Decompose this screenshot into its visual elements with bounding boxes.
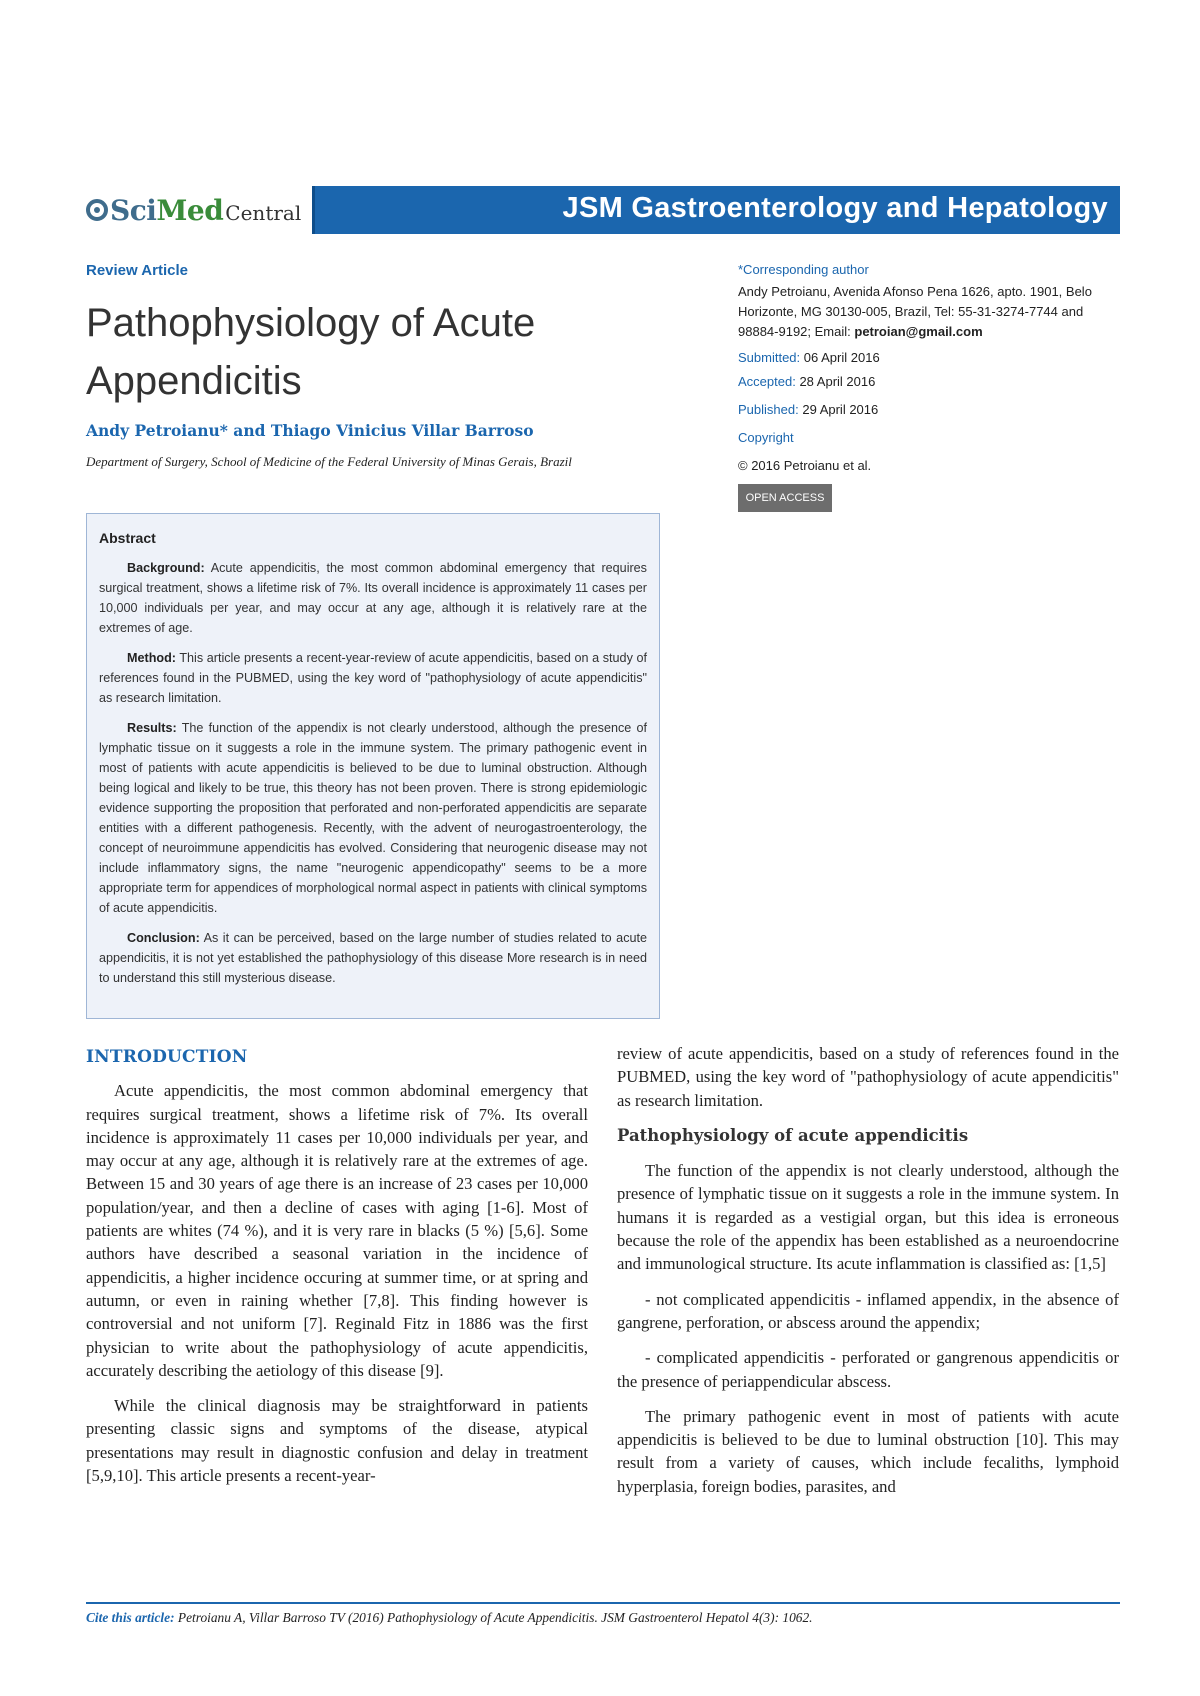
classification-item-complicated: - complicated appendicitis - perforated or gangrenous appendicitis or the presence of periappendicular abscess. xyxy=(617,1348,1119,1391)
intro-paragraph-1: Acute appendicitis, the most common abdominal emergency that requires surgical treatment, shows a lifetime risk of 7%. Its overall incidence is approximately 11 cases per 10,000 individuals per year, and may occur at any age, although it is relatively rare at the extremes of age. Between 15 and 30 years of age there is an increase of 23 cases per 10,000 population/year, and then a decline of cases with aging [1-6]. Most of patients are whites (74 %), and it is very rare in blacks (5 %) [5,6]. Some authors have described a seasonal variation in the incidence of appendicitis, a higher incidence occuring at summer time, or at spring and autumn, or even in raining whether [7,8]. This finding however is controversial and not uniform [7]. Reginald Fitz in 1886 was the first physician to write about the pathophysiology of acute appendicitis, accurately describing the aetiology of this disease [9]. xyxy=(86,1081,588,1380)
conclusion-text: As it can be perceived, based on the large number of studies related to acute appendicitis, it is not yet established the pathophysiology of this disease More research is in need to understand this still mysterious disease. xyxy=(99,931,647,985)
cite-text: Petroianu A, Villar Barroso TV (2016) Pathophysiology of Acute Appendicitis. JSM Gastroenterol Hepatol 4(3): 1062. xyxy=(177,1610,813,1625)
method-text: This article presents a recent-year-review of acute appendicitis, based on a study of references found in the PUBMED, using the key word of "pathophysiology of acute appendicitis" as research limitation. xyxy=(99,651,647,705)
journal-title-bar xyxy=(312,186,1120,234)
body-left-column xyxy=(86,1046,588,1499)
intro-paragraph-continued: review of acute appendicitis, based on a study of references found in the PUBMED, using the key word of "pathophysiology of acute appendicitis" as research limitation. xyxy=(617,1044,1119,1110)
corresponding-author-details xyxy=(738,282,1118,342)
cite-label: Cite this article: xyxy=(86,1610,175,1625)
classification-item-not-complicated: - not complicated appendicitis - inflamed appendix, in the absence of gangrene, perforation, or abscess around the appendix; xyxy=(617,1289,1119,1332)
abstract-results xyxy=(99,718,647,918)
article-type: Review Article xyxy=(86,262,188,279)
abstract-background xyxy=(99,558,647,638)
abstract-heading: Abstract xyxy=(99,530,156,546)
footer-divider xyxy=(86,1602,1120,1604)
abstract-method xyxy=(99,648,647,708)
results-label: Results: xyxy=(127,721,177,735)
logo-med-text: Med xyxy=(156,193,224,227)
accepted-value: 28 April 2016 xyxy=(799,374,876,389)
scimed-logo[interactable] xyxy=(86,186,316,234)
pathophysiology-paragraph-1: The function of the appendix is not clearly understood, although the presence of lymphatic tissue on it suggests a role in the immune system. In humans it is regarded as a vestigial organ, but this idea is erroneous because the role of the appendix has been established as a neuroendocrine and immunological structure. Its acute inflammation is classified as: [1,5] xyxy=(617,1161,1119,1274)
corresponding-author-email[interactable]: petroian@gmail.com xyxy=(854,324,983,339)
copyright-text: © 2016 Petroianu et al. xyxy=(738,458,872,473)
open-access-badge: OPEN ACCESS xyxy=(738,484,832,512)
journal-title: JSM Gastroenterology and Hepatology xyxy=(562,192,1108,224)
published-value: 29 April 2016 xyxy=(802,402,879,417)
logo-sci-text: Sci xyxy=(110,193,157,227)
background-label: Background: xyxy=(127,561,205,575)
abstract-box xyxy=(86,513,660,1019)
article-title: Pathophysiology of Acute Appendicitis xyxy=(86,301,536,403)
pathophysiology-paragraph-2: The primary pathogenic event in most of patients with acute appendicitis is believed to be due to luminal obstruction [10]. This may result from a variety of causes, which include fecaliths, lymphoid hyperplasia, foreign bodies, parasites, and xyxy=(617,1406,1119,1496)
background-text: Acute appendicitis, the most common abdominal emergency that requires surgical treatment, shows a lifetime risk of 7%. Its overall incidence is approximately 11 cases per 10,000 individuals per year, and may occur at any age, although it is relatively rare at the extremes of age. xyxy=(99,561,647,635)
journal-header xyxy=(86,186,1120,234)
introduction-heading: INTRODUCTION xyxy=(86,1047,248,1067)
pathophysiology-heading: Pathophysiology of acute appendicitis xyxy=(617,1125,969,1145)
submitted-date xyxy=(738,350,880,365)
accepted-label: Accepted: xyxy=(738,374,796,389)
published-date xyxy=(738,402,878,417)
article-authors: Andy Petroianu* and Thiago Vinicius Villar Barroso xyxy=(86,421,534,440)
accepted-date xyxy=(738,374,875,389)
body-right-column xyxy=(617,1042,1119,1510)
copyright-label: Copyright xyxy=(738,430,794,445)
author-affiliation: Department of Surgery, School of Medicine of the Federal University of Minas Gerais, Brazil xyxy=(86,454,572,469)
submitted-value: 06 April 2016 xyxy=(803,350,880,365)
results-text: The function of the appendix is not clearly understood, although the presence of lymphatic tissue on it suggests a role in the immune system. The primary pathogenic event in most of patients with acute appendicitis is believed to be due to luminal obstruction. Although being logical and likely to be true, this theory has not been proven. There is strong epidemiologic evidence supporting the proposition that perforated and non-perforated appendicitis are separate entities with a different pathogenesis. Recently, with the advent of neurogastroenterology, the concept of neuroimmune appendicitis has evolved. Considering that neurogenic disease may not include inflammatory signs, the name "neurogenic appendicopathy" seems to be a more appropriate term for appendices of morphological normal aspect in patients with clinical symptoms of acute appendicitis. xyxy=(99,721,647,915)
corresponding-author-address: Andy Petroianu, Avenida Afonso Pena 1626, apto. 1901, Belo Horizonte, MG 30130-005, Brazil, Tel: 55-31-3274-7744 and 98884-9192; Email: xyxy=(738,284,1092,339)
published-label: Published: xyxy=(738,402,799,417)
submitted-label: Submitted: xyxy=(738,350,801,365)
abstract-conclusion xyxy=(99,928,647,988)
corresponding-author-label: *Corresponding author xyxy=(738,262,869,277)
intro-paragraph-2: While the clinical diagnosis may be straightforward in patients presenting classic signs and symptoms of the disease, atypical presentations may result in diagnostic confusion and delay in treatment [5,9,10]. This article presents a recent-year- xyxy=(86,1396,588,1486)
method-label: Method: xyxy=(127,651,176,665)
conclusion-label: Conclusion: xyxy=(127,931,200,945)
scimed-logo-icon xyxy=(86,199,108,221)
citation-footer xyxy=(86,1610,1126,1626)
logo-central-text: Central xyxy=(225,201,302,225)
